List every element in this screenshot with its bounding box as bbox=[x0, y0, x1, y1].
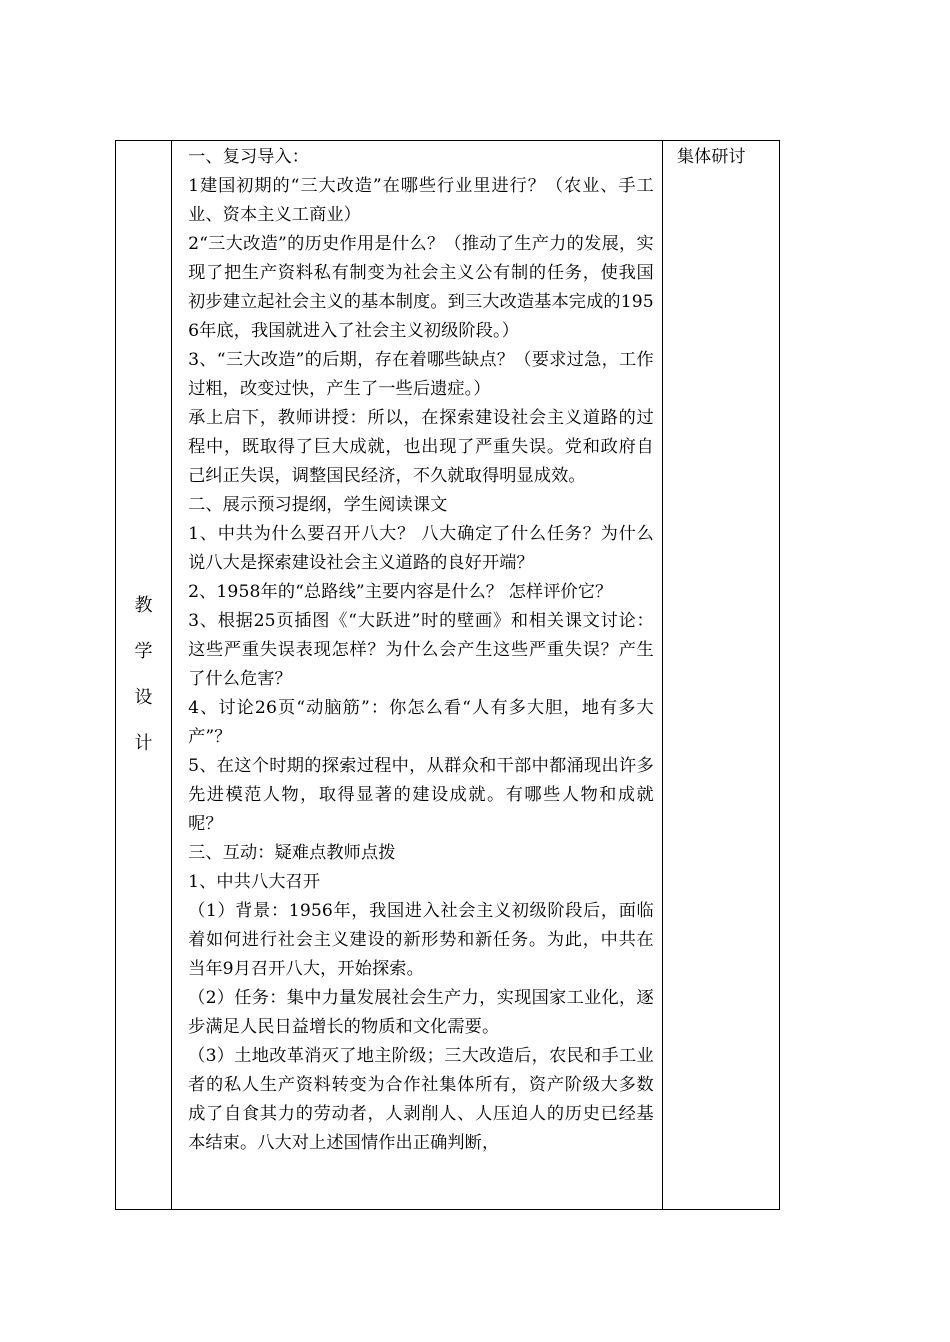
review-question-1: 1建国初期的“三大改造”在哪些行业里进行？（农业、手工业、资本主义工商业） bbox=[188, 176, 654, 225]
method-cell bbox=[662, 141, 779, 1210]
section-label-char: 学 bbox=[134, 641, 153, 662]
section-label-cell bbox=[116, 141, 172, 1210]
preview-question-2: 2、1958年的“总路线”主要内容是什么？ 怎样评价它？ bbox=[188, 582, 613, 602]
heading-interaction: 三、互动：疑难点教师点拨 bbox=[188, 843, 396, 863]
section-label bbox=[116, 597, 171, 753]
lesson-content-cell bbox=[172, 141, 663, 1210]
review-question-3: 3、“三大改造”的后期，存在着哪些缺点？（要求过急，工作过粗，改变过快，产生了一些后遗症。） bbox=[188, 350, 654, 399]
heading-review-intro: 一、复习导入： bbox=[188, 147, 310, 167]
point-judgment: （3）土地改革消灭了地主阶级；三大改造后，农民和手工业者的私人生产资料转变为合作社集体所有，资产阶级大多数成了自食其力的劳动者，人剥削人、人压迫人的历史已经基本结束。八大对上述国情作出正确判断， bbox=[188, 1046, 654, 1153]
section-label-char: 设 bbox=[134, 687, 153, 708]
point-task: （2）任务：集中力量发展社会生产力，实现国家工业化，逐步满足人民日益增长的物质和文化需要。 bbox=[188, 988, 654, 1037]
review-question-2: 2“三大改造”的历史作用是什么？（推动了生产力的发展，实现了把生产资料私有制变为社会主义公有制的任务，使我国初步建立起社会主义的基本制度。到三大改造基本完成的1956年底，我国就进入了社会主义初级阶段。） bbox=[188, 234, 654, 341]
preview-question-1: 1、中共为什么要召开八大？ 八大确定了什么任务？为什么说八大是探索建设社会主义道路的良好开端？ bbox=[188, 524, 654, 573]
subheading-eighth-congress: 1、中共八大召开 bbox=[188, 872, 321, 892]
preview-question-3: 3、根据25页插图《“大跃进”时的壁画》和相关课文讨论：这些严重失误表现怎样？为什么会产生这些严重失误？产生了什么危害？ bbox=[188, 611, 654, 689]
method-text: 集体研讨 bbox=[676, 147, 746, 167]
teacher-transition: 承上启下，教师讲授：所以，在探索建设社会主义道路的过程中，既取得了巨大成就，也出现了严重失误。党和政府自己纠正失误，调整国民经济，不久就取得明显成效。 bbox=[188, 408, 654, 486]
preview-question-4: 4、讨论26页“动脑筋”：你怎么看“人有多大胆，地有多大产”？ bbox=[188, 698, 654, 747]
table-row bbox=[116, 141, 780, 1210]
lesson-design-table bbox=[115, 140, 780, 1210]
section-label-char: 计 bbox=[134, 733, 153, 754]
lesson-content bbox=[188, 143, 654, 1158]
heading-preview-outline: 二、展示预习提纲，学生阅读课文 bbox=[188, 495, 448, 515]
section-label-char: 教 bbox=[134, 595, 153, 616]
preview-question-5: 5、在这个时期的探索过程中，从群众和干部中都涌现出许多先进模范人物，取得显著的建设成就。有哪些人物和成就呢？ bbox=[188, 756, 654, 834]
point-background: （1）背景：1956年，我国进入社会主义初级阶段后，面临着如何进行社会主义建设的新形势和新任务。为此，中共在当年9月召开八大，开始探索。 bbox=[188, 901, 654, 979]
